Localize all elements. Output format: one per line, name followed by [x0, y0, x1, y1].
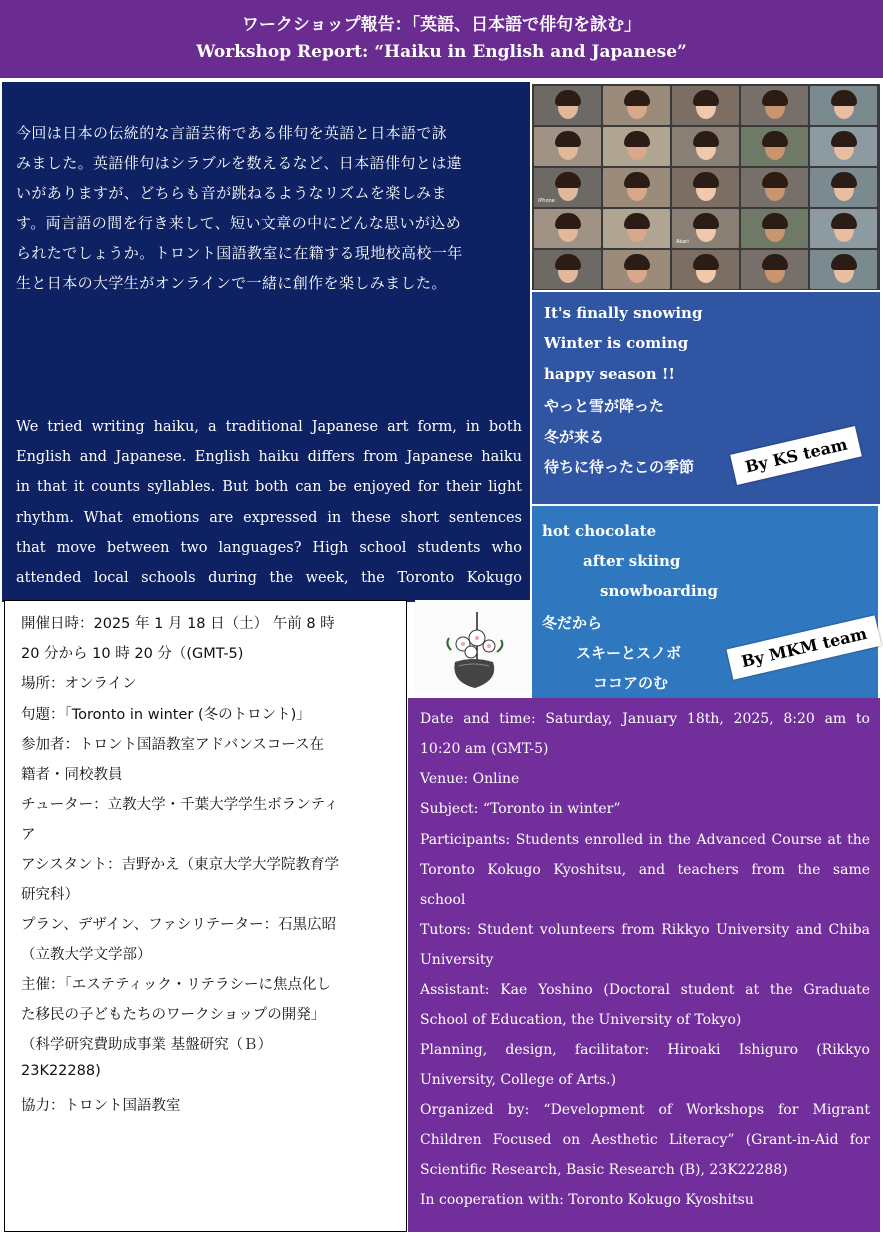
video-tile	[603, 127, 670, 166]
detail-ja-line: 主催：「エステティック・リテラシーに焦点化し	[21, 977, 332, 993]
haiku-line: happy season !!	[544, 365, 675, 383]
video-tile	[672, 209, 739, 248]
video-tile	[810, 250, 877, 289]
detail-en-line: In cooperation with: Toronto Kokugo Kyoshitsu	[420, 1192, 754, 1208]
video-tile	[534, 127, 601, 166]
detail-en-line: Tutors: Student volunteers from Rikkyo University and Chiba	[420, 922, 870, 938]
video-tile	[741, 127, 808, 166]
participant-hair	[693, 254, 719, 270]
detail-ja-line: 句題：「Toronto in winter (冬のトロント)」	[21, 707, 311, 723]
video-tile	[672, 168, 739, 207]
detail-ja-line: 参加者：トロント国語教室アドバンスコース在	[21, 737, 325, 753]
detail-ja-line: アシスタント：吉野かえ（東京大学大学院教育学	[21, 857, 339, 873]
haiku-line: ココアのむ	[593, 674, 669, 692]
detail-en-line: Assistant: Kae Yoshino (Doctoral student at the Graduate	[420, 982, 870, 998]
participant-hair	[831, 213, 857, 229]
ks-team-haiku	[532, 292, 880, 504]
detail-ja-line: プラン、デザイン、ファシリテーター：石黒広昭	[21, 917, 337, 933]
detail-en-line: Date and time: Saturday, January 18th, 2025, 8:20 am to	[420, 711, 870, 727]
intro-ja-line: 今回は日本の伝統的な言語芸術である俳句を英語と日本語で詠	[16, 124, 448, 142]
haiku-line: 冬が来る	[544, 428, 605, 446]
detail-en-line: Toronto Kokugo Kyoshitsu, and teachers from the same	[420, 862, 870, 878]
participant-hair	[693, 172, 719, 188]
detail-ja-line: 23K22288)	[21, 1063, 101, 1079]
participant-hair	[762, 172, 788, 188]
intro-en-line: attended local schools during the week, the Toronto Kokugo	[16, 570, 522, 587]
participant-hair	[831, 90, 857, 106]
intro-box	[2, 82, 530, 617]
detail-ja-line: （立教大学文学部）	[21, 947, 152, 963]
detail-ja-line: 協力：トロント国語教室	[21, 1098, 181, 1114]
participant-hair	[624, 254, 650, 270]
mkm-team-haiku	[532, 506, 878, 699]
ks-team-tag: By KS team	[730, 426, 862, 485]
haiku-line: It's finally snowing	[544, 304, 703, 322]
detail-en-line: Participants: Students enrolled in the Advanced Course at the	[420, 832, 870, 848]
participant-hair	[624, 213, 650, 229]
intro-en-line: English and Japanese. English haiku differs from Japanese haiku	[16, 449, 522, 466]
details-japanese	[4, 600, 407, 1232]
haiku-line: Winter is coming	[544, 334, 689, 352]
participant-hair	[555, 213, 581, 229]
detail-en-line: 10:20 am (GMT-5)	[420, 741, 549, 757]
page-header	[0, 0, 883, 78]
video-tile	[603, 86, 670, 125]
video-tile	[672, 86, 739, 125]
participant-name: iPhone	[538, 198, 555, 204]
participant-hair	[693, 90, 719, 106]
intro-ja-line: 生と日本の大学生がオンラインで一緒に創作を楽しみました。	[16, 274, 447, 292]
participant-hair	[831, 172, 857, 188]
detail-ja-line: 場所：オンライン	[21, 676, 137, 692]
video-tile	[741, 209, 808, 248]
participant-hair	[624, 172, 650, 188]
intro-ja-line: いがありますが、どちらも音が跳ねるようなリズムを楽しみま	[16, 184, 447, 202]
title-english: Workshop Report: “Haiku in English and Japanese”	[196, 42, 687, 62]
video-tile	[810, 209, 877, 248]
video-tile	[534, 209, 601, 248]
haiku-line: 冬だから	[542, 614, 603, 632]
haiku-line: スキーとスノボ	[576, 644, 682, 662]
participant-hair	[555, 254, 581, 270]
detail-ja-line: 開催日時：2025 年 1 月 18 日（土） 午前 8 時	[21, 616, 335, 632]
participant-hair	[762, 254, 788, 270]
participant-hair	[624, 131, 650, 147]
video-tile	[741, 168, 808, 207]
video-tile	[741, 250, 808, 289]
video-tile	[672, 127, 739, 166]
intro-en-line: in that it counts syllables. But both can be enjoyed for their light	[16, 479, 522, 496]
haiku-line: やっと雪が降った	[544, 397, 665, 415]
video-tile	[603, 250, 670, 289]
participant-hair	[555, 172, 581, 188]
intro-japanese	[16, 118, 522, 298]
video-tile	[534, 86, 601, 125]
detail-ja-line: ア	[21, 827, 36, 843]
participant-name: Akari	[676, 239, 689, 245]
haiku-line: after skiing	[583, 552, 681, 570]
details-english	[408, 698, 880, 1232]
haiku-line: hot chocolate	[542, 522, 657, 540]
detail-ja-line: 20 分から 10 時 20 分（(GMT-5)	[21, 646, 244, 662]
intro-ja-line: られたでしょうか。トロント国語教室に在籍する現地校高校一年	[16, 244, 463, 262]
video-tile	[810, 127, 877, 166]
participant-hair	[831, 254, 857, 270]
participant-hair	[831, 131, 857, 147]
detail-ja-line: （科学研究費助成事業 基盤研究（Ｂ）	[21, 1037, 273, 1053]
title-japanese: ワークショップ報告：「英語、日本語で俳句を詠む」	[241, 15, 642, 35]
detail-en-line: Subject: “Toronto in winter”	[420, 801, 621, 817]
detail-ja-line: た移民の子どもたちのワークショップの開発」	[21, 1007, 326, 1023]
detail-en-line: school	[420, 892, 466, 908]
video-tile	[810, 168, 877, 207]
haiku-line: 待ちに待ったこの季節	[544, 458, 695, 476]
detail-en-line: School of Education, the University of Tokyo)	[420, 1012, 742, 1028]
intro-ja-line: す。両言語の間を行き来して、短い文章の中にどんな思いが込め	[16, 214, 462, 232]
detail-en-line: Scientific Research, Basic Research (B), 23K22288)	[420, 1162, 788, 1178]
video-tile	[741, 86, 808, 125]
haiku-line: snowboarding	[600, 582, 718, 600]
participant-hair	[762, 131, 788, 147]
ikebana-image	[415, 600, 530, 695]
video-tile	[672, 250, 739, 289]
video-tile	[534, 168, 601, 207]
intro-en-line: We tried writing haiku, a traditional Japanese art form, in both	[16, 419, 522, 435]
detail-en-line: University	[420, 952, 494, 968]
detail-en-line: University, College of Arts.)	[420, 1072, 617, 1088]
detail-en-line: Organized by: “Development of Workshops for Migrant	[420, 1102, 870, 1118]
intro-ja-line: みました。英語俳句はシラブルを数えるなど、日本語俳句とは違	[16, 154, 463, 172]
zoom-meeting-photo	[532, 84, 880, 290]
video-tile	[603, 209, 670, 248]
video-tile	[810, 86, 877, 125]
detail-en-line: Children Focused on Aesthetic Literacy” (Grant-in-Aid for	[420, 1132, 870, 1148]
intro-en-line: that move between two languages? High school students who	[16, 539, 522, 556]
mkm-team-tag: By MKM team	[726, 615, 881, 679]
intro-en-line: rhythm. What emotions are expressed in these short sentences	[16, 509, 522, 526]
participant-hair	[762, 90, 788, 106]
participant-hair	[624, 90, 650, 106]
detail-ja-line: チューター：立教大学・千葉大学学生ボランティ	[21, 797, 339, 813]
detail-ja-line: 研究科）	[21, 887, 79, 903]
video-tile	[603, 168, 670, 207]
video-tile	[534, 250, 601, 289]
participant-hair	[555, 90, 581, 106]
detail-en-line: Planning, design, facilitator: Hiroaki Ishiguro (Rikkyo	[420, 1042, 870, 1058]
detail-ja-line: 籍者・同校教員	[21, 767, 123, 783]
participant-hair	[693, 213, 719, 229]
ikebana-illustration	[415, 600, 530, 695]
participant-hair	[555, 131, 581, 147]
detail-en-line: Venue: Online	[420, 771, 520, 787]
participant-hair	[693, 131, 719, 147]
participant-hair	[762, 213, 788, 229]
intro-en-line: Japanese	[374, 600, 442, 617]
